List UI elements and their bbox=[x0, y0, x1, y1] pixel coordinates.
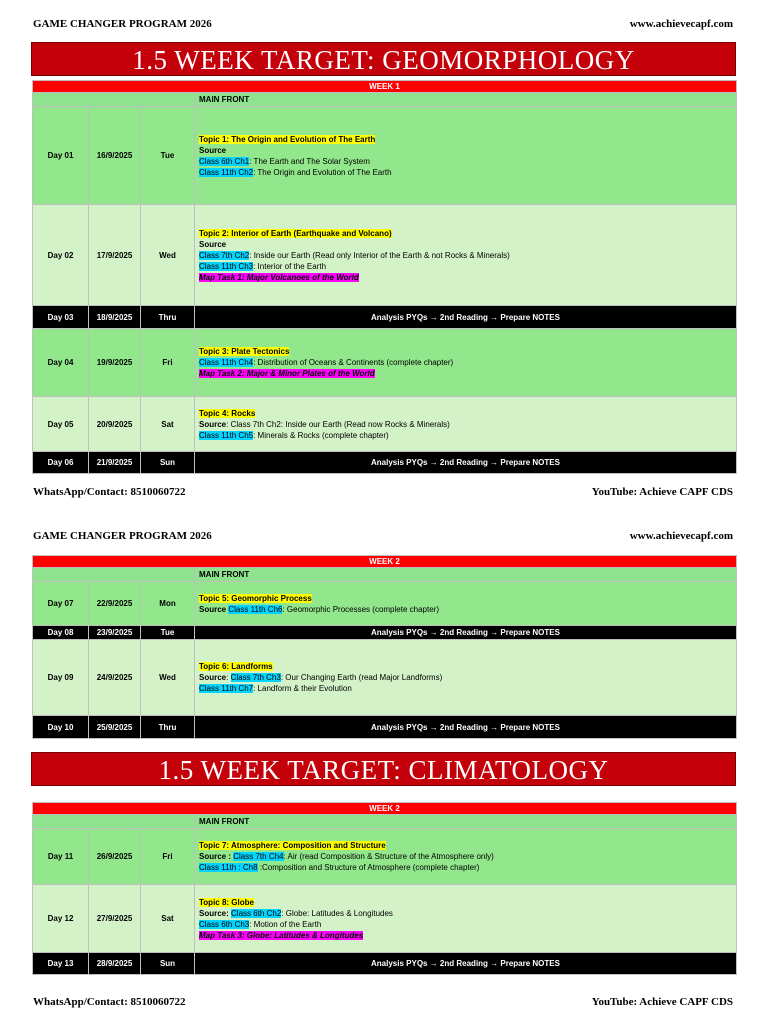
topic-cell bbox=[195, 829, 737, 885]
day-cell: Day 08 bbox=[33, 626, 89, 640]
website-link[interactable]: www.achievecapf.com bbox=[629, 530, 733, 542]
week1-schedule-table bbox=[32, 80, 737, 474]
date-cell: 18/9/2025 bbox=[89, 306, 141, 329]
day-cell: Day 07 bbox=[33, 582, 89, 626]
youtube-channel: YouTube: Achieve CAPF CDS bbox=[591, 996, 733, 1008]
day-cell: Day 01 bbox=[33, 107, 89, 205]
schedule-row-day01 bbox=[33, 107, 737, 205]
date-cell: 17/9/2025 bbox=[89, 205, 141, 306]
analysis-note: Analysis PYQs → 2nd Reading → Prepare NOTES bbox=[195, 452, 737, 474]
weekday-cell: Sat bbox=[141, 885, 195, 953]
topic-title: Topic 4: Rocks bbox=[199, 408, 256, 418]
topic-cell bbox=[195, 107, 737, 205]
week-label: WEEK 1 bbox=[33, 81, 737, 93]
schedule-row-day12 bbox=[33, 885, 737, 953]
weekday-cell: Sat bbox=[141, 397, 195, 452]
source-label: Source : bbox=[199, 852, 232, 861]
contact-info: WhatsApp/Contact: 8510060722 bbox=[33, 996, 186, 1008]
ncert-ref: Class 11th Ch3 bbox=[199, 261, 254, 271]
program-title: GAME CHANGER PROGRAM 2026 bbox=[33, 18, 212, 30]
chapter-title: : Class 7th Ch2: Inside our Earth (Read now Rocks & Minerals) bbox=[226, 419, 450, 429]
map-task: Map Task 3: Globe: Latitudes & Longitudes bbox=[199, 930, 364, 940]
target-banner-geomorphology: 1.5 WEEK TARGET: GEOMORPHOLOGY bbox=[31, 42, 736, 76]
date-cell: 24/9/2025 bbox=[89, 640, 141, 716]
schedule-row-day10 bbox=[33, 716, 737, 739]
week-header-row bbox=[33, 803, 737, 815]
weekday-cell: Tue bbox=[141, 626, 195, 640]
week-header-row bbox=[33, 81, 737, 93]
analysis-note: Analysis PYQs → 2nd Reading → Prepare NOTES bbox=[195, 953, 737, 975]
schedule-row-day13 bbox=[33, 953, 737, 975]
chapter-title: : Inside our Earth (Read only Interior of the Earth & not Rocks & Minerals) bbox=[249, 250, 510, 260]
contact-info: WhatsApp/Contact: 8510060722 bbox=[33, 486, 186, 498]
weekday-cell: Sun bbox=[141, 452, 195, 474]
weekday-cell: Fri bbox=[141, 329, 195, 397]
source-label: Source: bbox=[199, 908, 229, 918]
page-footer bbox=[33, 486, 733, 498]
ncert-ref: Class 11th : Ch8 bbox=[199, 863, 258, 872]
program-title: GAME CHANGER PROGRAM 2026 bbox=[33, 530, 212, 542]
schedule-row-day06 bbox=[33, 452, 737, 474]
chapter-title: : Minerals & Rocks (complete chapter) bbox=[253, 430, 389, 440]
chapter-title: : Geomorphic Processes (complete chapter) bbox=[282, 604, 439, 614]
topic-title: Topic 5: Geomorphic Process bbox=[199, 593, 312, 603]
weekday-cell: Mon bbox=[141, 582, 195, 626]
day-cell: Day 04 bbox=[33, 329, 89, 397]
page-header bbox=[33, 18, 733, 30]
week-label: WEEK 2 bbox=[33, 803, 737, 815]
analysis-note: Analysis PYQs → 2nd Reading → Prepare NOTES bbox=[195, 716, 737, 739]
weekday-cell: Fri bbox=[141, 829, 195, 885]
date-cell: 25/9/2025 bbox=[89, 716, 141, 739]
date-cell: 16/9/2025 bbox=[89, 107, 141, 205]
ncert-ref: Class 6th Ch1 bbox=[199, 156, 250, 166]
youtube-channel: YouTube: Achieve CAPF CDS bbox=[591, 486, 733, 498]
topic-title: Topic 7: Atmosphere: Composition and Structure bbox=[199, 841, 386, 850]
topic-cell bbox=[195, 582, 737, 626]
chapter-title: : Landform & their Evolution bbox=[253, 684, 352, 693]
ncert-ref: Class 6th Ch3 bbox=[199, 919, 250, 929]
date-cell: 19/9/2025 bbox=[89, 329, 141, 397]
source-label: Source bbox=[199, 673, 227, 682]
source-label: Source bbox=[199, 604, 227, 614]
chapter-title: : Interior of the Earth bbox=[253, 261, 327, 271]
ncert-ref: Class 11th Ch6 bbox=[228, 604, 283, 614]
topic-title: Topic 3: Plate Tectonics bbox=[199, 347, 290, 356]
day-cell: Day 13 bbox=[33, 953, 89, 975]
topic-title: Topic 2: Interior of Earth (Earthquake and Volcano) bbox=[199, 228, 392, 238]
schedule-row-day09 bbox=[33, 640, 737, 716]
chapter-title: :Composition and Structure of Atmosphere (complete chapter) bbox=[257, 863, 480, 872]
map-task: Map Task 2: Major & Minor Plates of the World bbox=[199, 369, 375, 378]
weekday-cell: Sun bbox=[141, 953, 195, 975]
main-front-row bbox=[33, 93, 737, 107]
day-cell: Day 06 bbox=[33, 452, 89, 474]
schedule-row-day05 bbox=[33, 397, 737, 452]
ncert-ref: Class 11th Ch4 bbox=[199, 358, 254, 367]
schedule-row-day07 bbox=[33, 582, 737, 626]
page-header bbox=[33, 530, 733, 542]
week-header-row bbox=[33, 556, 737, 568]
day-cell: Day 02 bbox=[33, 205, 89, 306]
target-banner-climatology: 1.5 WEEK TARGET: CLIMATOLOGY bbox=[31, 752, 736, 786]
chapter-title: : Distribution of Oceans & Continents (complete chapter) bbox=[253, 358, 454, 367]
date-cell: 20/9/2025 bbox=[89, 397, 141, 452]
ncert-ref: Class 7th Ch3 bbox=[230, 673, 281, 682]
topic-cell bbox=[195, 329, 737, 397]
chapter-title: : The Origin and Evolution of The Earth bbox=[253, 167, 392, 177]
page-footer bbox=[33, 996, 733, 1008]
weekday-cell: Wed bbox=[141, 640, 195, 716]
ncert-ref: Class 6th Ch2 bbox=[231, 908, 282, 918]
ncert-ref: Class 7th Ch4 bbox=[233, 852, 284, 861]
date-cell: 26/9/2025 bbox=[89, 829, 141, 885]
ncert-ref: Class 11th Ch2 bbox=[199, 167, 254, 177]
day-cell: Day 11 bbox=[33, 829, 89, 885]
website-link[interactable]: www.achievecapf.com bbox=[629, 18, 733, 30]
main-front-label: MAIN FRONT bbox=[195, 815, 737, 829]
date-cell: 28/9/2025 bbox=[89, 953, 141, 975]
chapter-title: : Air (read Composition & Structure of the Atmosphere only) bbox=[283, 852, 494, 861]
day-cell: Day 05 bbox=[33, 397, 89, 452]
week-label: WEEK 2 bbox=[33, 556, 737, 568]
main-front-row bbox=[33, 815, 737, 829]
day-cell: Day 03 bbox=[33, 306, 89, 329]
topic-cell bbox=[195, 205, 737, 306]
schedule-row-day03 bbox=[33, 306, 737, 329]
week2-climatology-table bbox=[32, 802, 737, 975]
topic-cell bbox=[195, 397, 737, 452]
schedule-row-day04 bbox=[33, 329, 737, 397]
map-task: Map Task 1: Major Volcanoes of the World bbox=[199, 272, 359, 282]
date-cell: 21/9/2025 bbox=[89, 452, 141, 474]
source-label: Source bbox=[199, 239, 227, 249]
schedule-row-day02 bbox=[33, 205, 737, 306]
topic-title: Topic 1: The Origin and Evolution of The Earth bbox=[199, 134, 376, 144]
topic-cell: Topic 6: Landforms Source: Class 7th Ch3: Our Changing Earth (read Major Landforms) Class 11th Ch7: Landform & their Evolution bbox=[195, 640, 737, 716]
weekday-cell: Thru bbox=[141, 716, 195, 739]
chapter-title: : Motion of the Earth bbox=[249, 919, 322, 929]
ncert-ref: Class 11th Ch7 bbox=[199, 684, 254, 693]
day-cell: Day 12 bbox=[33, 885, 89, 953]
source-label: Source bbox=[199, 419, 227, 429]
weekday-cell: Thru bbox=[141, 306, 195, 329]
main-front-label: MAIN FRONT bbox=[195, 93, 737, 107]
date-cell: 27/9/2025 bbox=[89, 885, 141, 953]
main-front-row bbox=[33, 568, 737, 582]
day-cell: Day 09 bbox=[33, 640, 89, 716]
topic-title: Topic 8: Globe bbox=[199, 897, 254, 907]
source-label: Source bbox=[199, 145, 227, 155]
schedule-row-day08 bbox=[33, 626, 737, 640]
topic-cell bbox=[195, 885, 737, 953]
topic-title: Topic 6: Landforms bbox=[199, 662, 273, 671]
ncert-ref: Class 11th Ch5 bbox=[199, 430, 254, 440]
day-cell: Day 10 bbox=[33, 716, 89, 739]
analysis-note: Analysis PYQs → 2nd Reading → Prepare NOTES bbox=[195, 306, 737, 329]
chapter-title: : Our Changing Earth (read Major Landforms) bbox=[280, 673, 443, 682]
date-cell: 22/9/2025 bbox=[89, 582, 141, 626]
date-cell: 23/9/2025 bbox=[89, 626, 141, 640]
week2-schedule-table bbox=[32, 555, 737, 739]
ncert-ref: Class 7th Ch2 bbox=[199, 250, 250, 260]
weekday-cell: Tue bbox=[141, 107, 195, 205]
main-front-label: MAIN FRONT bbox=[195, 568, 737, 582]
schedule-row-day11 bbox=[33, 829, 737, 885]
chapter-title: : Globe: Latitudes & Longitudes bbox=[281, 908, 393, 918]
weekday-cell: Wed bbox=[141, 205, 195, 306]
analysis-note: Analysis PYQs → 2nd Reading → Prepare NOTES bbox=[195, 626, 737, 640]
chapter-title: : The Earth and The Solar System bbox=[249, 156, 370, 166]
